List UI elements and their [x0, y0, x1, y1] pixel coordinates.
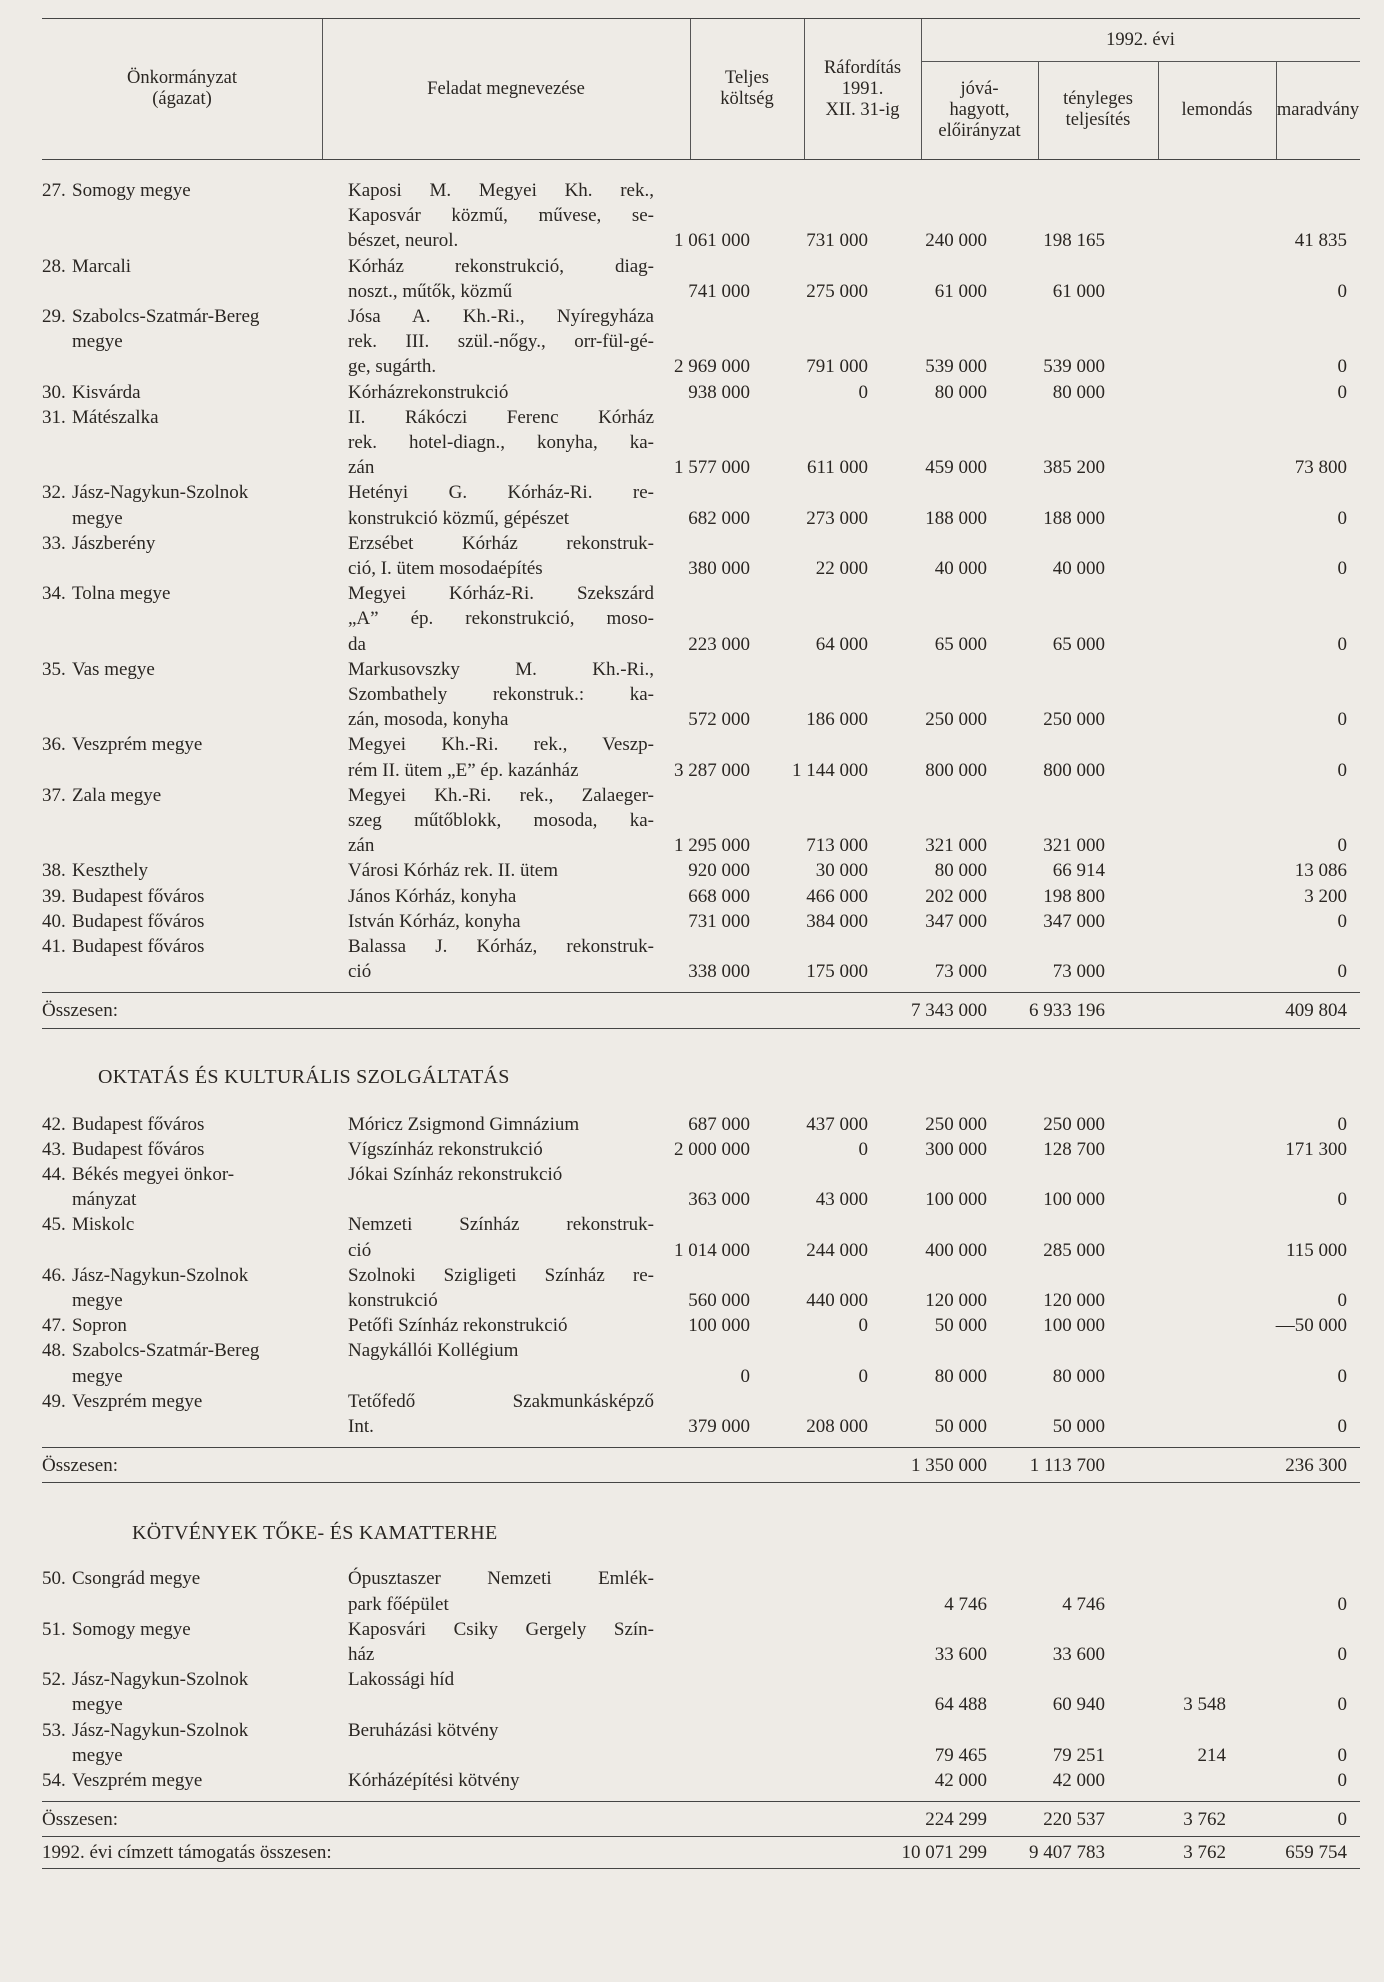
onkormanyzat-name: Jász-Nagykun-Szolnok — [72, 1719, 249, 1741]
feladat-text: Megyei Kh.-Ri. rek., Veszp- — [348, 734, 654, 756]
cell-t: 560 000 — [688, 1290, 750, 1311]
cell-ty: 60 940 — [1052, 1694, 1105, 1716]
onkormanyzat-name: Mátészalka — [72, 406, 159, 428]
row-number: 52. — [42, 1669, 66, 1691]
row-number: 47. — [42, 1315, 66, 1337]
cell-r: 208 000 — [806, 1416, 868, 1437]
cell-j: 50 000 — [934, 1416, 987, 1437]
cell-j: 64 488 — [934, 1694, 987, 1716]
cell-j: 4 746 — [944, 1593, 987, 1615]
feladat-text: Kórházrekonstrukció — [348, 381, 509, 403]
cell-j: 80 000 — [934, 860, 987, 882]
feladat-text: noszt., műtők, közmű — [348, 280, 513, 302]
cell-t: 668 000 — [688, 885, 750, 907]
row-number: 42. — [42, 1113, 66, 1135]
col-header-feladat: Feladat megnevezése — [427, 78, 585, 99]
cell-r: 43 000 — [815, 1189, 868, 1211]
feladat-text: rek. hotel-diagn., konyha, ka- — [348, 432, 654, 453]
cell-ty: 9 407 783 — [1029, 1842, 1105, 1864]
feladat-text: zán — [348, 457, 375, 479]
cell-l: 3 548 — [1183, 1694, 1226, 1716]
feladat-text: Megyei Kórház-Ri. Szekszárd — [348, 583, 654, 605]
onkormanyzat-name: Szabolcs-Szatmár-Bereg — [72, 1340, 260, 1362]
cell-j: 224 299 — [925, 1809, 987, 1831]
cell-ty: 80 000 — [1052, 1365, 1105, 1387]
onkormanyzat-name: megye — [72, 1365, 123, 1387]
cell-ty: 65 000 — [1052, 633, 1105, 655]
cell-r: 384 000 — [806, 910, 868, 932]
cell-ty: 79 251 — [1052, 1744, 1105, 1766]
onkormanyzat-name: Kisvárda — [72, 381, 141, 403]
cell-r: 611 000 — [806, 457, 868, 479]
onkormanyzat-name: Békés megyei önkor- — [72, 1164, 235, 1185]
row-number: 48. — [42, 1340, 66, 1362]
feladat-text: Szolnoki Szigligeti Színház re- — [348, 1264, 654, 1286]
cell-m: 0 — [1337, 1593, 1347, 1615]
onkormanyzat-name: Sopron — [72, 1315, 127, 1337]
cell-ty: 4 746 — [1062, 1593, 1105, 1615]
feladat-text: ció — [348, 961, 372, 983]
cell-ty: 385 200 — [1043, 457, 1105, 479]
cell-l: 214 — [1197, 1744, 1226, 1766]
cell-m: 409 804 — [1285, 1000, 1347, 1022]
onkormanyzat-name: Jászberény — [72, 532, 156, 554]
cell-l: 3 762 — [1183, 1809, 1226, 1831]
cell-t: 2 000 000 — [674, 1138, 750, 1160]
onkormanyzat-name: Budapest főváros — [72, 885, 205, 907]
cell-t: 100 000 — [688, 1315, 750, 1337]
cell-j: 10 071 299 — [901, 1842, 987, 1864]
feladat-text: Ópusztaszer Nemzeti Emlék- — [348, 1568, 654, 1590]
row-number: 35. — [42, 658, 66, 680]
feladat-text: ció — [348, 1239, 372, 1261]
cell-ty: 198 165 — [1043, 230, 1105, 252]
cell-j: 240 000 — [925, 230, 987, 252]
cell-j: 79 465 — [934, 1744, 987, 1766]
cell-m: 0 — [1337, 1113, 1347, 1135]
cell-ty: 6 933 196 — [1029, 1000, 1105, 1022]
cell-r: 731 000 — [806, 230, 868, 252]
cell-m: 0 — [1337, 381, 1347, 403]
row-number: 51. — [42, 1618, 66, 1640]
row-number: 39. — [42, 885, 66, 907]
feladat-text: Erzsébet Kórház rekonstruk- — [348, 532, 654, 554]
feladat-text: szeg műtőblokk, mosoda, ka- — [348, 810, 654, 831]
onkormanyzat-name: Jász-Nagykun-Szolnok — [72, 482, 249, 504]
col-header-lemondas: lemondás — [1181, 99, 1253, 120]
onkormanyzat-name: megye — [72, 507, 123, 529]
cell-t: 741 000 — [688, 280, 750, 302]
divider — [42, 1447, 1360, 1448]
cell-ty: 285 000 — [1043, 1239, 1105, 1261]
cell-r: 466 000 — [806, 885, 868, 907]
cell-m: 0 — [1337, 1644, 1347, 1665]
feladat-text: „A” ép. rekonstrukció, moso- — [348, 608, 654, 630]
feladat-text: Vígszínház rekonstrukció — [348, 1138, 543, 1160]
col-header-jovahagyott: jóvá- hagyott, előirányzat — [938, 78, 1021, 141]
cell-ty: 539 000 — [1043, 356, 1105, 378]
row-number: 33. — [42, 532, 66, 554]
divider — [42, 1836, 1360, 1837]
cell-j: 33 600 — [934, 1644, 987, 1665]
cell-j: 400 000 — [925, 1239, 987, 1261]
feladat-text: Megyei Kh.-Ri. rek., Zalaeger- — [348, 784, 654, 806]
cell-m: 0 — [1337, 1365, 1347, 1387]
feladat-text: bészet, neurol. — [348, 230, 459, 252]
feladat-text: konstrukció közmű, gépészet — [348, 507, 570, 529]
cell-m: 0 — [1337, 709, 1347, 731]
cell-r: 64 000 — [815, 633, 868, 655]
cell-j: 800 000 — [925, 759, 987, 781]
feladat-text: Lakossági híd — [348, 1669, 455, 1691]
cell-m: 0 — [1337, 961, 1347, 983]
cell-t: 920 000 — [688, 860, 750, 882]
row-number: 50. — [42, 1568, 66, 1590]
cell-j: 250 000 — [925, 709, 987, 731]
section-title: OKTATÁS ÉS KULTURÁLIS SZOLGÁLTATÁS — [98, 1065, 510, 1088]
cell-j: 61 000 — [934, 280, 987, 302]
feladat-text: Beruházási kötvény — [348, 1719, 499, 1741]
cell-j: 188 000 — [925, 507, 987, 529]
cell-ty: 66 914 — [1052, 860, 1105, 882]
total-label: Összesen: — [42, 1455, 118, 1477]
onkormanyzat-name: Veszprém megye — [72, 1390, 203, 1412]
onkormanyzat-name: mányzat — [72, 1189, 137, 1211]
cell-ty: 1 113 700 — [1029, 1455, 1105, 1477]
total-label: Összesen: — [42, 1809, 118, 1831]
cell-r: 1 144 000 — [792, 759, 868, 781]
cell-j: 65 000 — [934, 633, 987, 655]
row-number: 31. — [42, 406, 66, 428]
cell-t: 363 000 — [688, 1189, 750, 1211]
feladat-text: István Kórház, konyha — [348, 910, 521, 932]
feladat-text: Int. — [348, 1416, 374, 1437]
cell-r: 175 000 — [806, 961, 868, 983]
cell-r: 0 — [858, 1138, 868, 1160]
cell-r: 791 000 — [806, 356, 868, 378]
cell-ty: 61 000 — [1052, 280, 1105, 302]
row-number: 30. — [42, 381, 66, 403]
cell-t: 3 287 000 — [674, 759, 750, 781]
row-number: 37. — [42, 784, 66, 806]
onkormanyzat-name: Csongrád megye — [72, 1568, 201, 1590]
cell-ty: 128 700 — [1043, 1138, 1105, 1160]
grand-total-label: 1992. évi címzett támogatás összesen: — [42, 1842, 332, 1864]
cell-j: 202 000 — [925, 885, 987, 907]
cell-m: 13 086 — [1294, 860, 1347, 882]
row-number: 43. — [42, 1138, 66, 1160]
cell-m: 0 — [1337, 910, 1347, 932]
cell-j: 80 000 — [934, 381, 987, 403]
cell-t: 338 000 — [688, 961, 750, 983]
cell-j: 459 000 — [925, 457, 987, 479]
cell-j: 250 000 — [925, 1113, 987, 1135]
feladat-text: Móricz Zsigmond Gimnázium — [348, 1113, 580, 1135]
cell-r: 244 000 — [806, 1239, 868, 1261]
feladat-text: János Kórház, konyha — [348, 885, 517, 907]
col-header-tenyleges: tényleges teljesítés — [1063, 89, 1133, 130]
feladat-text: Balassa J. Kórház, rekonstruk- — [348, 936, 654, 957]
col-header-raforditas: Ráfordítás 1991. XII. 31-ig — [823, 57, 902, 120]
divider — [42, 1868, 1360, 1869]
cell-t: 2 969 000 — [674, 356, 750, 378]
onkormanyzat-name: Budapest főváros — [72, 1138, 205, 1160]
cell-j: 50 000 — [934, 1315, 987, 1337]
cell-m: 0 — [1337, 835, 1347, 857]
cell-t: 682 000 — [688, 507, 750, 529]
cell-m: 115 000 — [1285, 1239, 1347, 1261]
onkormanyzat-name: Miskolc — [72, 1214, 135, 1236]
cell-m: 0 — [1337, 356, 1347, 378]
cell-t: 1 295 000 — [674, 835, 750, 857]
onkormanyzat-name: Veszprém megye — [72, 1770, 203, 1791]
cell-t: 572 000 — [688, 709, 750, 731]
row-number: 46. — [42, 1264, 66, 1286]
onkormanyzat-name: megye — [72, 1290, 123, 1311]
divider — [42, 992, 1360, 993]
cell-t: 731 000 — [688, 910, 750, 932]
onkormanyzat-name: Marcali — [72, 255, 132, 277]
feladat-text: Kórházépítési kötvény — [348, 1770, 520, 1791]
cell-r: 437 000 — [806, 1113, 868, 1135]
row-number: 40. — [42, 910, 66, 932]
cell-ty: 220 537 — [1043, 1809, 1105, 1831]
cell-t: 1 577 000 — [674, 457, 750, 479]
cell-m: 3 200 — [1304, 885, 1347, 907]
feladat-text: Nagykállói Kollégium — [348, 1340, 519, 1362]
cell-ty: 33 600 — [1052, 1644, 1105, 1665]
row-number: 34. — [42, 583, 66, 605]
cell-j: 321 000 — [925, 835, 987, 857]
cell-ty: 347 000 — [1043, 910, 1105, 932]
feladat-text: rém II. ütem „E” ép. kazánház — [348, 759, 579, 781]
onkormanyzat-name: Keszthely — [72, 860, 148, 882]
row-number: 32. — [42, 482, 66, 504]
cell-m: 0 — [1337, 1694, 1347, 1716]
onkormanyzat-name: Budapest főváros — [72, 910, 205, 932]
row-number: 28. — [42, 255, 66, 277]
cell-ty: 40 000 — [1052, 558, 1105, 579]
feladat-text: Tetőfedő Szakmunkásképző — [348, 1390, 654, 1412]
cell-m: 41 835 — [1294, 230, 1347, 252]
cell-ty: 120 000 — [1043, 1290, 1105, 1311]
feladat-text: Jókai Színház rekonstrukció — [348, 1164, 563, 1185]
cell-j: 100 000 — [925, 1189, 987, 1211]
cell-j: 73 000 — [934, 961, 987, 983]
cell-l: 3 762 — [1183, 1842, 1226, 1864]
feladat-text: II. Rákóczi Ferenc Kórház — [348, 406, 654, 428]
feladat-text: Városi Kórház rek. II. ütem — [348, 860, 558, 882]
feladat-text: Hetényi G. Kórház-Ri. re- — [348, 482, 654, 504]
cell-ty: 188 000 — [1043, 507, 1105, 529]
feladat-text: Kaposvár közmű, művese, se- — [348, 205, 654, 227]
feladat-text: zán — [348, 835, 375, 857]
row-number: 44. — [42, 1164, 66, 1185]
cell-ty: 198 800 — [1043, 885, 1105, 907]
row-number: 38. — [42, 860, 66, 882]
cell-m: 73 800 — [1294, 457, 1347, 479]
cell-t: 1 061 000 — [674, 230, 750, 252]
cell-r: 273 000 — [806, 507, 868, 529]
cell-m: 0 — [1337, 1770, 1347, 1791]
cell-m: 0 — [1337, 1809, 1347, 1831]
cell-m: 0 — [1337, 1189, 1347, 1211]
cell-m: 0 — [1337, 280, 1347, 302]
cell-t: 380 000 — [688, 558, 750, 579]
feladat-text: Markusovszky M. Kh.-Ri., — [348, 658, 654, 680]
row-number: 36. — [42, 734, 66, 756]
col-header-teljes: Teljes költség — [720, 68, 774, 109]
cell-m: 0 — [1337, 1290, 1347, 1311]
cell-m: 171 300 — [1285, 1138, 1347, 1160]
onkormanyzat-name: megye — [72, 331, 123, 353]
cell-j: 539 000 — [925, 356, 987, 378]
cell-ty: 321 000 — [1043, 835, 1105, 857]
cell-j: 42 000 — [934, 1770, 987, 1791]
feladat-text: Kaposi M. Megyei Kh. rek., — [348, 180, 654, 201]
cell-r: 0 — [858, 1315, 868, 1337]
cell-j: 40 000 — [934, 558, 987, 579]
cell-r: 713 000 — [806, 835, 868, 857]
cell-m: 236 300 — [1285, 1455, 1347, 1477]
onkormanyzat-name: Somogy megye — [72, 1618, 191, 1640]
cell-m: 0 — [1337, 759, 1347, 781]
divider — [42, 1482, 1360, 1483]
cell-m: 0 — [1337, 1416, 1347, 1437]
cell-ty: 250 000 — [1043, 709, 1105, 731]
onkormanyzat-name: Jász-Nagykun-Szolnok — [72, 1669, 249, 1691]
table-header — [42, 18, 1360, 160]
cell-j: 80 000 — [934, 1365, 987, 1387]
cell-j: 347 000 — [925, 910, 987, 932]
divider — [42, 1028, 1360, 1029]
cell-r: 0 — [858, 1365, 868, 1387]
cell-ty: 800 000 — [1043, 759, 1105, 781]
cell-j: 7 343 000 — [911, 1000, 987, 1022]
onkormanyzat-name: Veszprém megye — [72, 734, 203, 756]
feladat-text: ció, I. ütem mosodaépítés — [348, 558, 543, 579]
cell-m: 0 — [1337, 558, 1347, 579]
cell-ty: 50 000 — [1052, 1416, 1105, 1437]
cell-m: —50 000 — [1275, 1315, 1347, 1337]
section-title: KÖTVÉNYEK TŐKE- ÉS KAMATTERHE — [132, 1522, 498, 1545]
cell-m: 659 754 — [1285, 1842, 1347, 1864]
feladat-text: ge, sugárth. — [348, 356, 437, 378]
row-number: 49. — [42, 1390, 66, 1412]
cell-r: 30 000 — [815, 860, 868, 882]
onkormanyzat-name: Tolna megye — [72, 583, 171, 605]
cell-t: 0 — [740, 1365, 750, 1387]
onkormanyzat-name: Vas megye — [72, 658, 155, 680]
row-number: 54. — [42, 1770, 66, 1791]
cell-ty: 80 000 — [1052, 381, 1105, 403]
feladat-text: Kórház rekonstrukció, diag- — [348, 255, 654, 277]
document-page — [42, 18, 1360, 1864]
cell-j: 120 000 — [925, 1290, 987, 1311]
cell-ty: 42 000 — [1052, 1770, 1105, 1791]
feladat-text: konstrukció — [348, 1290, 438, 1311]
row-number: 41. — [42, 936, 66, 957]
onkormanyzat-name: megye — [72, 1694, 123, 1716]
onkormanyzat-name: Somogy megye — [72, 180, 191, 201]
cell-j: 1 350 000 — [911, 1455, 987, 1477]
feladat-text: da — [348, 633, 366, 655]
onkormanyzat-name: megye — [72, 1744, 123, 1766]
divider — [42, 1801, 1360, 1802]
cell-r: 186 000 — [806, 709, 868, 731]
col-header-1992: 1992. évi — [1106, 29, 1175, 50]
col-header-onkormanyzat: Önkormányzat (ágazat) — [127, 68, 237, 109]
feladat-text: rek. III. szül.-nőgy., orr-fül-gé- — [348, 331, 654, 353]
cell-ty: 250 000 — [1043, 1113, 1105, 1135]
onkormanyzat-name: Szabolcs-Szatmár-Bereg — [72, 306, 260, 327]
row-number: 27. — [42, 180, 66, 201]
cell-m: 0 — [1337, 633, 1347, 655]
cell-ty: 73 000 — [1052, 961, 1105, 983]
feladat-text: Nemzeti Színház rekonstruk- — [348, 1214, 654, 1236]
cell-t: 687 000 — [688, 1113, 750, 1135]
onkormanyzat-name: Budapest főváros — [72, 936, 205, 957]
cell-ty: 100 000 — [1043, 1189, 1105, 1211]
cell-r: 440 000 — [806, 1290, 868, 1311]
col-header-maradvany: maradvány — [1276, 99, 1360, 120]
feladat-text: zán, mosoda, konyha — [348, 709, 509, 731]
cell-j: 300 000 — [925, 1138, 987, 1160]
cell-m: 0 — [1337, 1744, 1347, 1766]
row-number: 53. — [42, 1719, 66, 1741]
onkormanyzat-name: Budapest főváros — [72, 1113, 205, 1135]
cell-r: 0 — [858, 381, 868, 403]
cell-r: 22 000 — [815, 558, 868, 579]
feladat-text: park főépület — [348, 1593, 449, 1615]
row-number: 45. — [42, 1214, 66, 1236]
feladat-text: Szombathely rekonstruk.: ka- — [348, 684, 654, 705]
row-number: 29. — [42, 306, 66, 327]
onkormanyzat-name: Zala megye — [72, 784, 162, 806]
feladat-text: Kaposvári Csiky Gergely Szín- — [348, 1618, 654, 1640]
cell-t: 223 000 — [688, 633, 750, 655]
cell-ty: 100 000 — [1043, 1315, 1105, 1337]
cell-t: 938 000 — [688, 381, 750, 403]
total-label: Összesen: — [42, 1000, 118, 1022]
cell-r: 275 000 — [806, 280, 868, 302]
onkormanyzat-name: Jász-Nagykun-Szolnok — [72, 1264, 249, 1286]
cell-m: 0 — [1337, 507, 1347, 529]
feladat-text: ház — [348, 1644, 375, 1665]
cell-t: 1 014 000 — [674, 1239, 750, 1261]
feladat-text: Jósa A. Kh.-Ri., Nyíregyháza — [348, 306, 654, 327]
cell-t: 379 000 — [688, 1416, 750, 1437]
feladat-text: Petőfi Színház rekonstrukció — [348, 1315, 568, 1337]
